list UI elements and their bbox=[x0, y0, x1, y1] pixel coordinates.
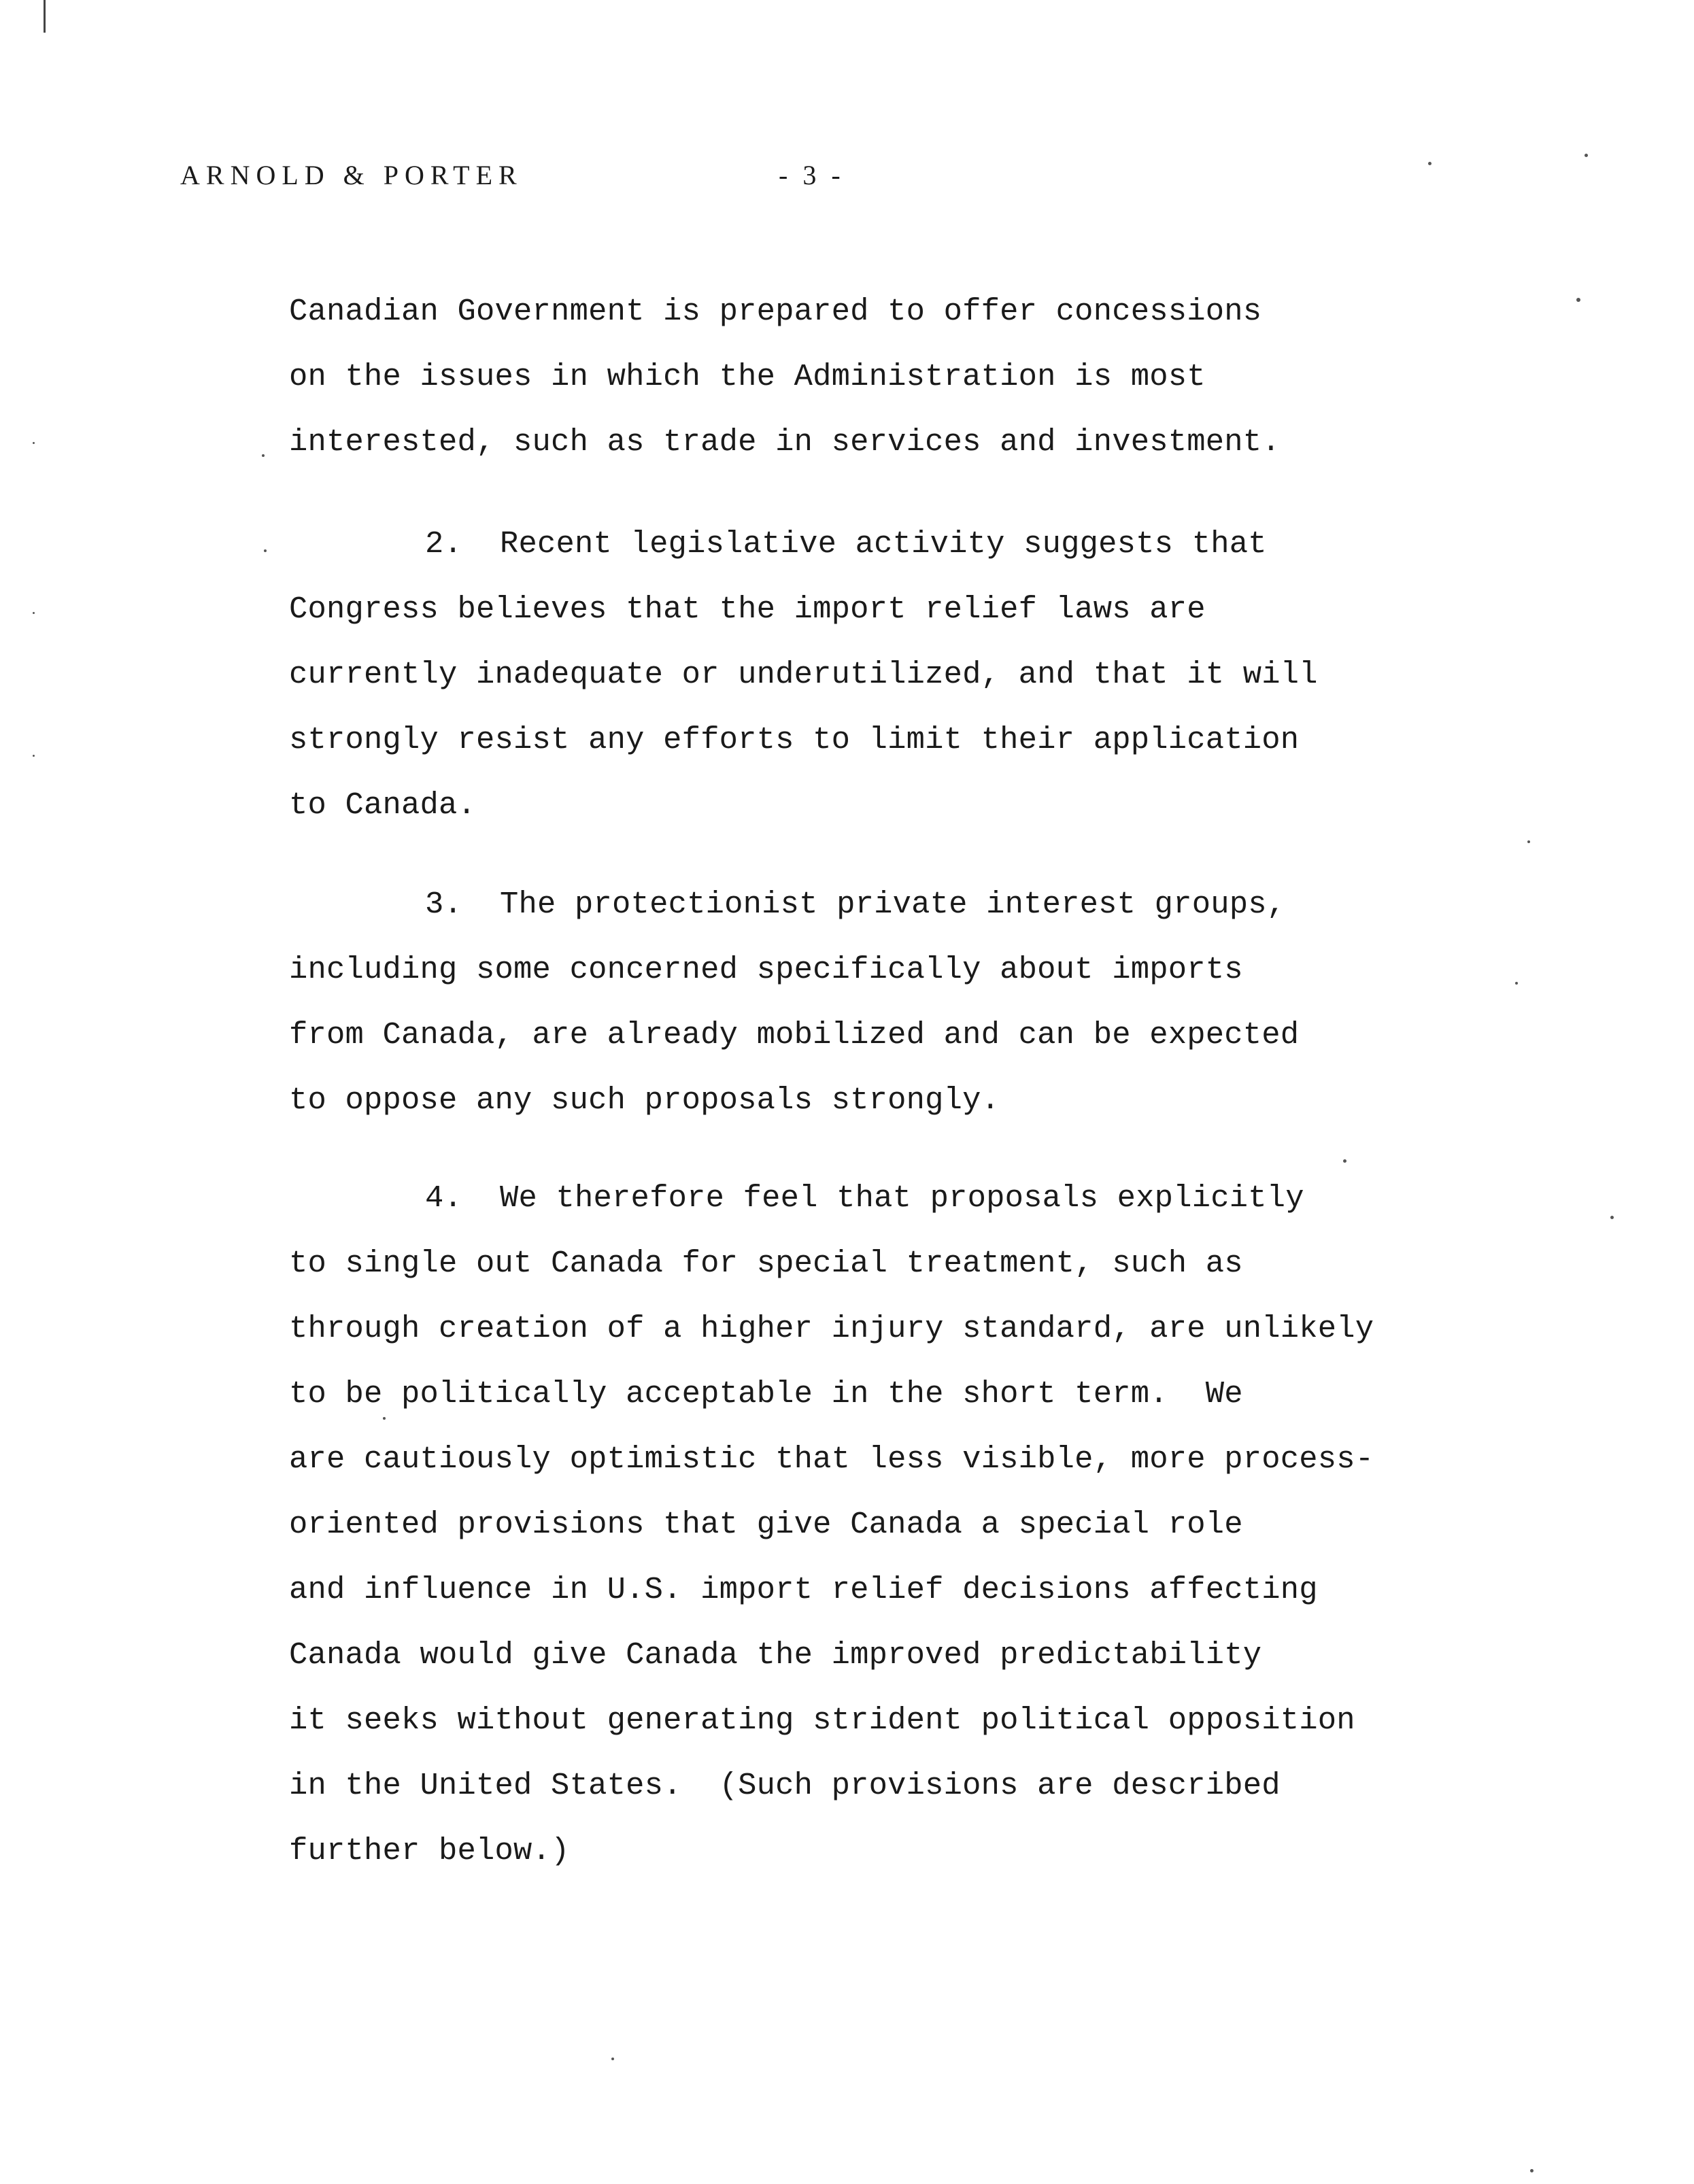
scan-speck bbox=[1527, 840, 1530, 843]
scan-speck bbox=[1585, 154, 1588, 157]
paragraph-number: 4. bbox=[425, 1180, 463, 1216]
text-line: currently inadequate or underutilized, and that it will bbox=[289, 657, 1318, 692]
paragraph-number: 3. bbox=[425, 887, 463, 922]
paragraph-text: The protectionist private interest groups, bbox=[500, 887, 1286, 922]
text-line bbox=[425, 884, 1285, 925]
text-line: from Canada, are already mobilized and can be expected bbox=[289, 1017, 1300, 1053]
text-line: in the United States. (Such provisions are described bbox=[289, 1768, 1281, 1803]
firm-name: ARNOLD & PORTER bbox=[180, 160, 523, 190]
text-line: and influence in U.S. import relief decisions affecting bbox=[289, 1572, 1318, 1607]
text-line: to single out Canada for special treatment, such as bbox=[289, 1246, 1243, 1281]
scan-speck bbox=[1343, 1159, 1346, 1163]
text-line: strongly resist any efforts to limit their application bbox=[289, 722, 1300, 757]
paragraph-text: We therefore feel that proposals explicitly bbox=[500, 1180, 1304, 1216]
scan-speck bbox=[1576, 298, 1580, 302]
text-line: Canada would give Canada the improved predictability bbox=[289, 1637, 1262, 1673]
text-line bbox=[425, 524, 1267, 564]
paragraph-number: 2. bbox=[425, 526, 463, 562]
text-line: are cautiously optimistic that less visible, more process- bbox=[289, 1441, 1374, 1477]
text-line: through creation of a higher injury standard, are unlikely bbox=[289, 1311, 1374, 1346]
text-line bbox=[425, 1178, 1304, 1218]
scan-speck bbox=[262, 454, 265, 457]
scan-speck bbox=[33, 612, 35, 614]
scan-speck bbox=[1515, 982, 1518, 985]
scan-speck bbox=[264, 549, 267, 552]
text-line: Canadian Government is prepared to offer concessions bbox=[289, 294, 1262, 329]
text-line: including some concerned specifically about imports bbox=[289, 952, 1243, 987]
scan-speck bbox=[33, 755, 35, 757]
scan-speck bbox=[1610, 1216, 1614, 1219]
text-line: further below.) bbox=[289, 1833, 570, 1869]
scan-speck bbox=[1530, 2169, 1534, 2172]
scan-speck bbox=[33, 442, 35, 444]
text-line: on the issues in which the Administration is most bbox=[289, 359, 1206, 394]
text-line: Congress believes that the import relief laws are bbox=[289, 592, 1206, 627]
scan-speck bbox=[1428, 162, 1432, 165]
text-line: to be politically acceptable in the short term. We bbox=[289, 1376, 1243, 1412]
scan-speck bbox=[611, 2058, 614, 2060]
scan-speck bbox=[383, 1417, 386, 1420]
text-line: to Canada. bbox=[289, 787, 477, 823]
text-line: interested, such as trade in services and investment. bbox=[289, 424, 1281, 460]
paragraph-text: Recent legislative activity suggests that bbox=[500, 526, 1267, 562]
text-line: it seeks without generating strident political opposition bbox=[289, 1703, 1355, 1738]
text-line: to oppose any such proposals strongly. bbox=[289, 1082, 1000, 1118]
page-number: - 3 - bbox=[779, 160, 845, 190]
text-line: oriented provisions that give Canada a special role bbox=[289, 1507, 1243, 1542]
scan-edge-mark bbox=[44, 0, 46, 33]
